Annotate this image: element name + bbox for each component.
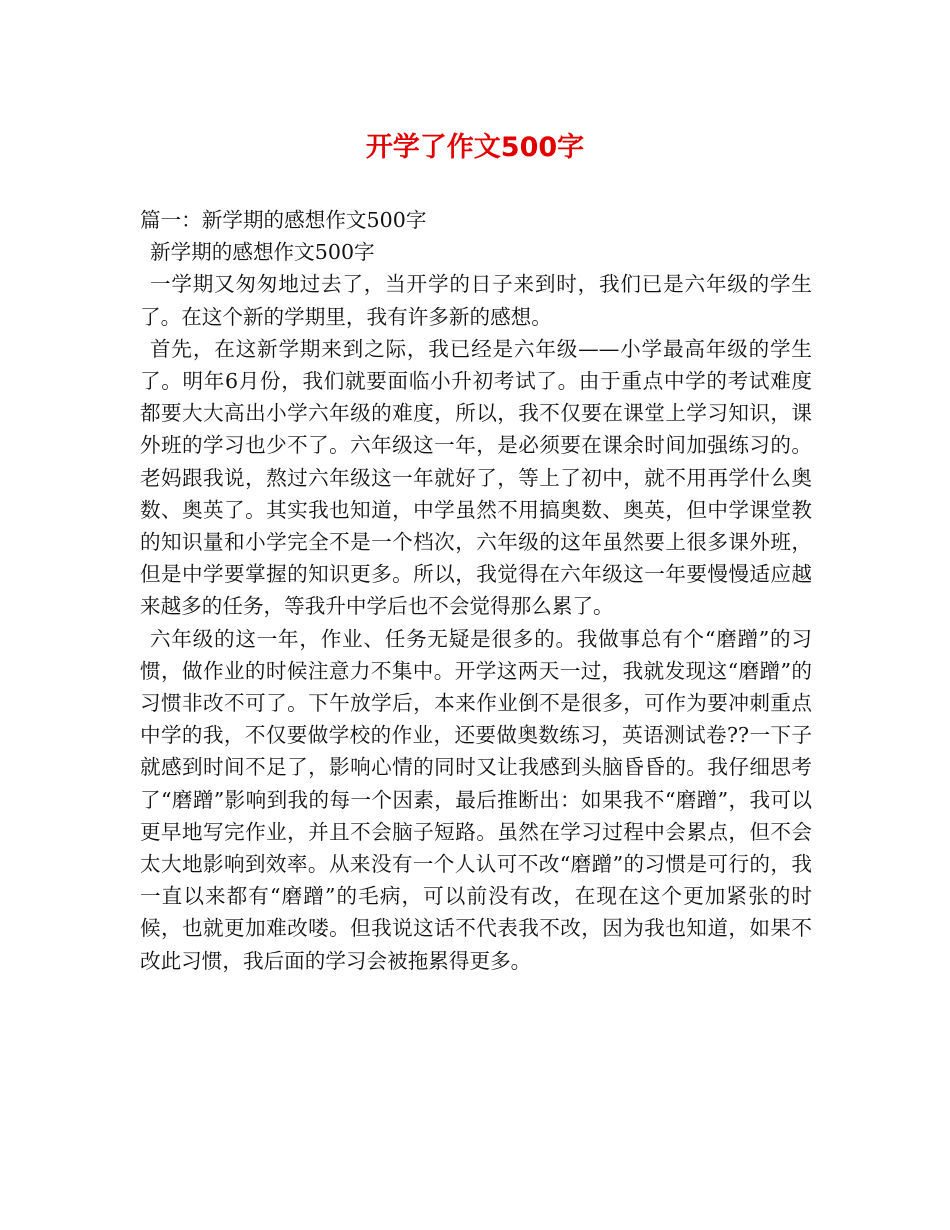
paragraph-2: 首先，在这新学期来到之际，我已经是六年级——小学最高年级的学生了。明年6月份，我们就要面临小升初考试了。由于重点中学的考试难度都要大大高出小学六年级的难度，所以，我不仅要在课堂上学习知识，课外班的学习也少不了。六年级这一年，是必须要在课余时间加强练习的。老妈跟我说，熬过六年级这一年就好了，等上了初中，就不用再学什么奥数、奥英了。其实我也知道，中学虽然不用搞奥数、奥英，但中学课堂教的知识量和小学完全不是一个档次，六年级的这年虽然要上很多课外班，但是中学要掌握的知识更多。所以，我觉得在六年级这一年要慢慢适应越来越多的任务，等我升中学后也不会觉得那么累了。 (140, 336, 812, 619)
page-title: 开学了作文500字 (365, 132, 585, 163)
paragraph-3: 六年级的这一年，作业、任务无疑是很多的。我做事总有个“磨蹭”的习惯，做作业的时候注意力不集中。开学这两天一过，我就发现这“磨蹭”的习惯非改不可了。下午放学后，本来作业倒不是很多，可作为要冲刺重点中学的我，不仅要做学校的作业，还要做奥数练习，英语测试卷??一下子就感到时间不足了，影响心情的同时又让我感到头脑昏昏的。我仔细思考了“磨蹭”影响到我的每一个因素，最后推断出：如果我不“磨蹭”，我可以更早地写完作业，并且不会脑子短路。虽然在学习过程中会累点，但不会太大地影响到效率。从来没有一个人认可不改“磨蹭”的习惯是可行的，我一直以来都有“磨蹭”的毛病，可以前没有改，在现在这个更加紧张的时候，也就更加难改喽。但我说这话不代表我不改，因为我也知道，如果不改此习惯，我后面的学习会被拖累得更多。 (140, 626, 812, 973)
section-subheading: 新学期的感想作文500字 (150, 240, 375, 265)
document-body (140, 204, 812, 977)
section-heading: 篇一：新学期的感想作文500字 (140, 208, 427, 232)
paragraph-1: 一学期又匆匆地过去了，当开学的日子来到时，我们已是六年级的学生了。在这个新的学期里，我有许多新的感想。 (140, 272, 812, 329)
